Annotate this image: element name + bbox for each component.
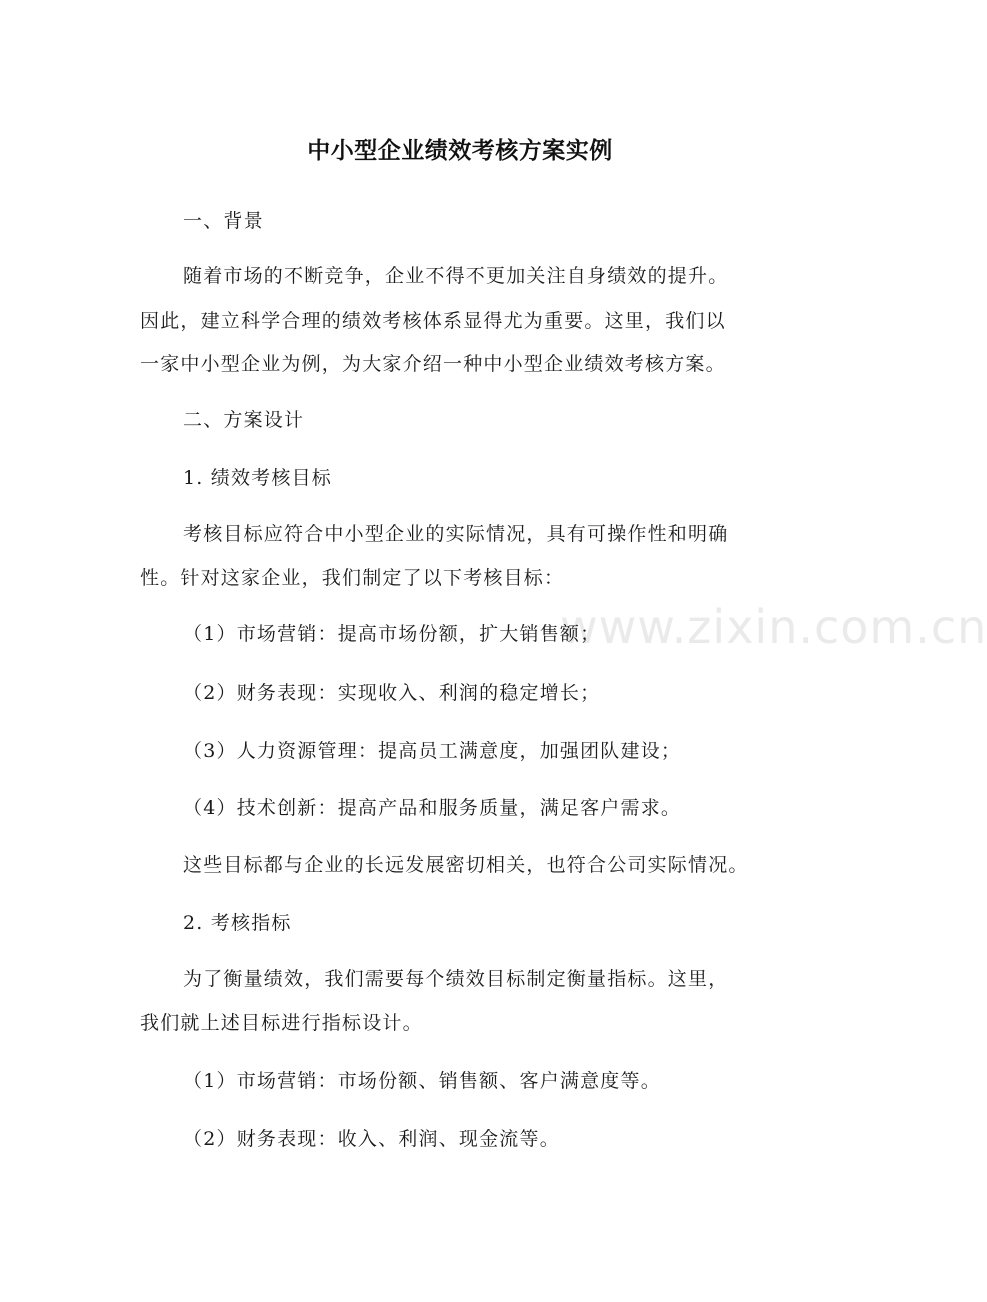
section-heading-background: 一、背景 <box>183 210 264 232</box>
paragraph-line: 因此，建立科学合理的绩效考核体系显得尤为重要。这里，我们以 <box>140 310 726 332</box>
list-item: （1）市场营销：市场份额、销售额、客户满意度等。 <box>183 1070 661 1092</box>
paragraph-line: 性。针对这家企业，我们制定了以下考核目标： <box>140 567 565 589</box>
section-heading-design: 二、方案设计 <box>183 409 305 431</box>
paragraph-line: 随着市场的不断竞争，企业不得不更加关注自身绩效的提升。 <box>183 265 729 287</box>
paragraph-line: 这些目标都与企业的长远发展密切相关，也符合公司实际情况。 <box>183 854 749 876</box>
subsection-heading-indicators: 2. 考核指标 <box>183 912 292 934</box>
document-title: 中小型企业绩效考核方案实例 <box>307 138 613 164</box>
list-item: （1）市场营销：提高市场份额，扩大销售额； <box>183 623 601 645</box>
list-item: （3）人力资源管理：提高员工满意度，加强团队建设； <box>183 740 682 762</box>
subsection-heading-goals: 1. 绩效考核目标 <box>183 467 332 489</box>
list-item: （2）财务表现：收入、利润、现金流等。 <box>183 1128 560 1150</box>
paragraph-line: 考核目标应符合中小型企业的实际情况，具有可操作性和明确 <box>183 523 729 545</box>
list-item: （4）技术创新：提高产品和服务质量，满足客户需求。 <box>183 797 682 819</box>
list-item: （2）财务表现：实现收入、利润的稳定增长； <box>183 682 601 704</box>
paragraph-line: 为了衡量绩效，我们需要每个绩效目标制定衡量指标。这里， <box>183 968 729 990</box>
paragraph-line: 一家中小型企业为例，为大家介绍一种中小型企业绩效考核方案。 <box>140 353 726 375</box>
watermark-text: www.zixin.com.cn <box>560 600 987 654</box>
paragraph-line: 我们就上述目标进行指标设计。 <box>140 1012 423 1034</box>
